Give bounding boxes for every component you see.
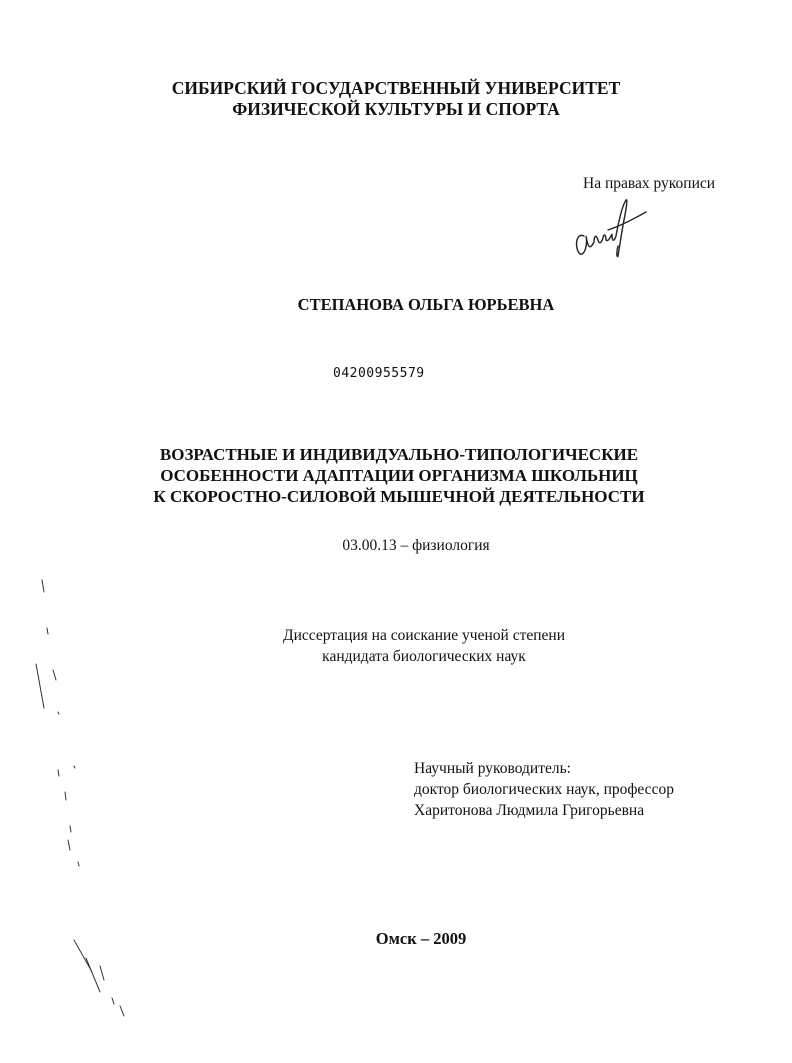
scan-margin-marks	[0, 0, 140, 1063]
dissertation-degree	[28, 625, 792, 667]
supervisor-name: Харитонова Людмила Григорьевна	[414, 802, 645, 819]
specialty: 03.00.13 – физиология	[342, 537, 490, 554]
manuscript-rights: На правах рукописи	[583, 175, 716, 192]
handwritten-signature	[568, 196, 650, 260]
title-line-1: ВОЗРАСТНЫЕ И ИНДИВИДУАЛЬНО-ТИПОЛОГИЧЕСКИЕ	[159, 445, 639, 464]
university-line-2: ФИЗИЧЕСКОЙ КУЛЬТУРЫ И СПОРТА	[232, 99, 560, 119]
author-name: СТЕПАНОВА ОЛЬГА ЮРЬЕВНА	[297, 295, 555, 314]
place-year: Омск – 2009	[375, 929, 467, 948]
degree-line-1: Диссертация на соискание ученой степени	[283, 627, 565, 644]
degree-line-2: кандидата биологических наук	[322, 648, 526, 665]
supervisor-label: Научный руководитель:	[414, 760, 571, 777]
university-line-1: СИБИРСКИЙ ГОСУДАРСТВЕННЫЙ УНИВЕРСИТЕТ	[171, 78, 621, 98]
catalog-code: 04200955579	[333, 366, 425, 381]
supervisor-block	[414, 758, 674, 821]
title-line-2: ОСОБЕННОСТИ АДАПТАЦИИ ОРГАНИЗМА ШКОЛЬНИЦ	[160, 466, 638, 485]
title-line-3: К СКОРОСТНО-СИЛОВОЙ МЫШЕЧНОЙ ДЕЯТЕЛЬНОСТИ	[153, 487, 645, 506]
supervisor-degree: доктор биологических наук, профессор	[414, 781, 674, 798]
